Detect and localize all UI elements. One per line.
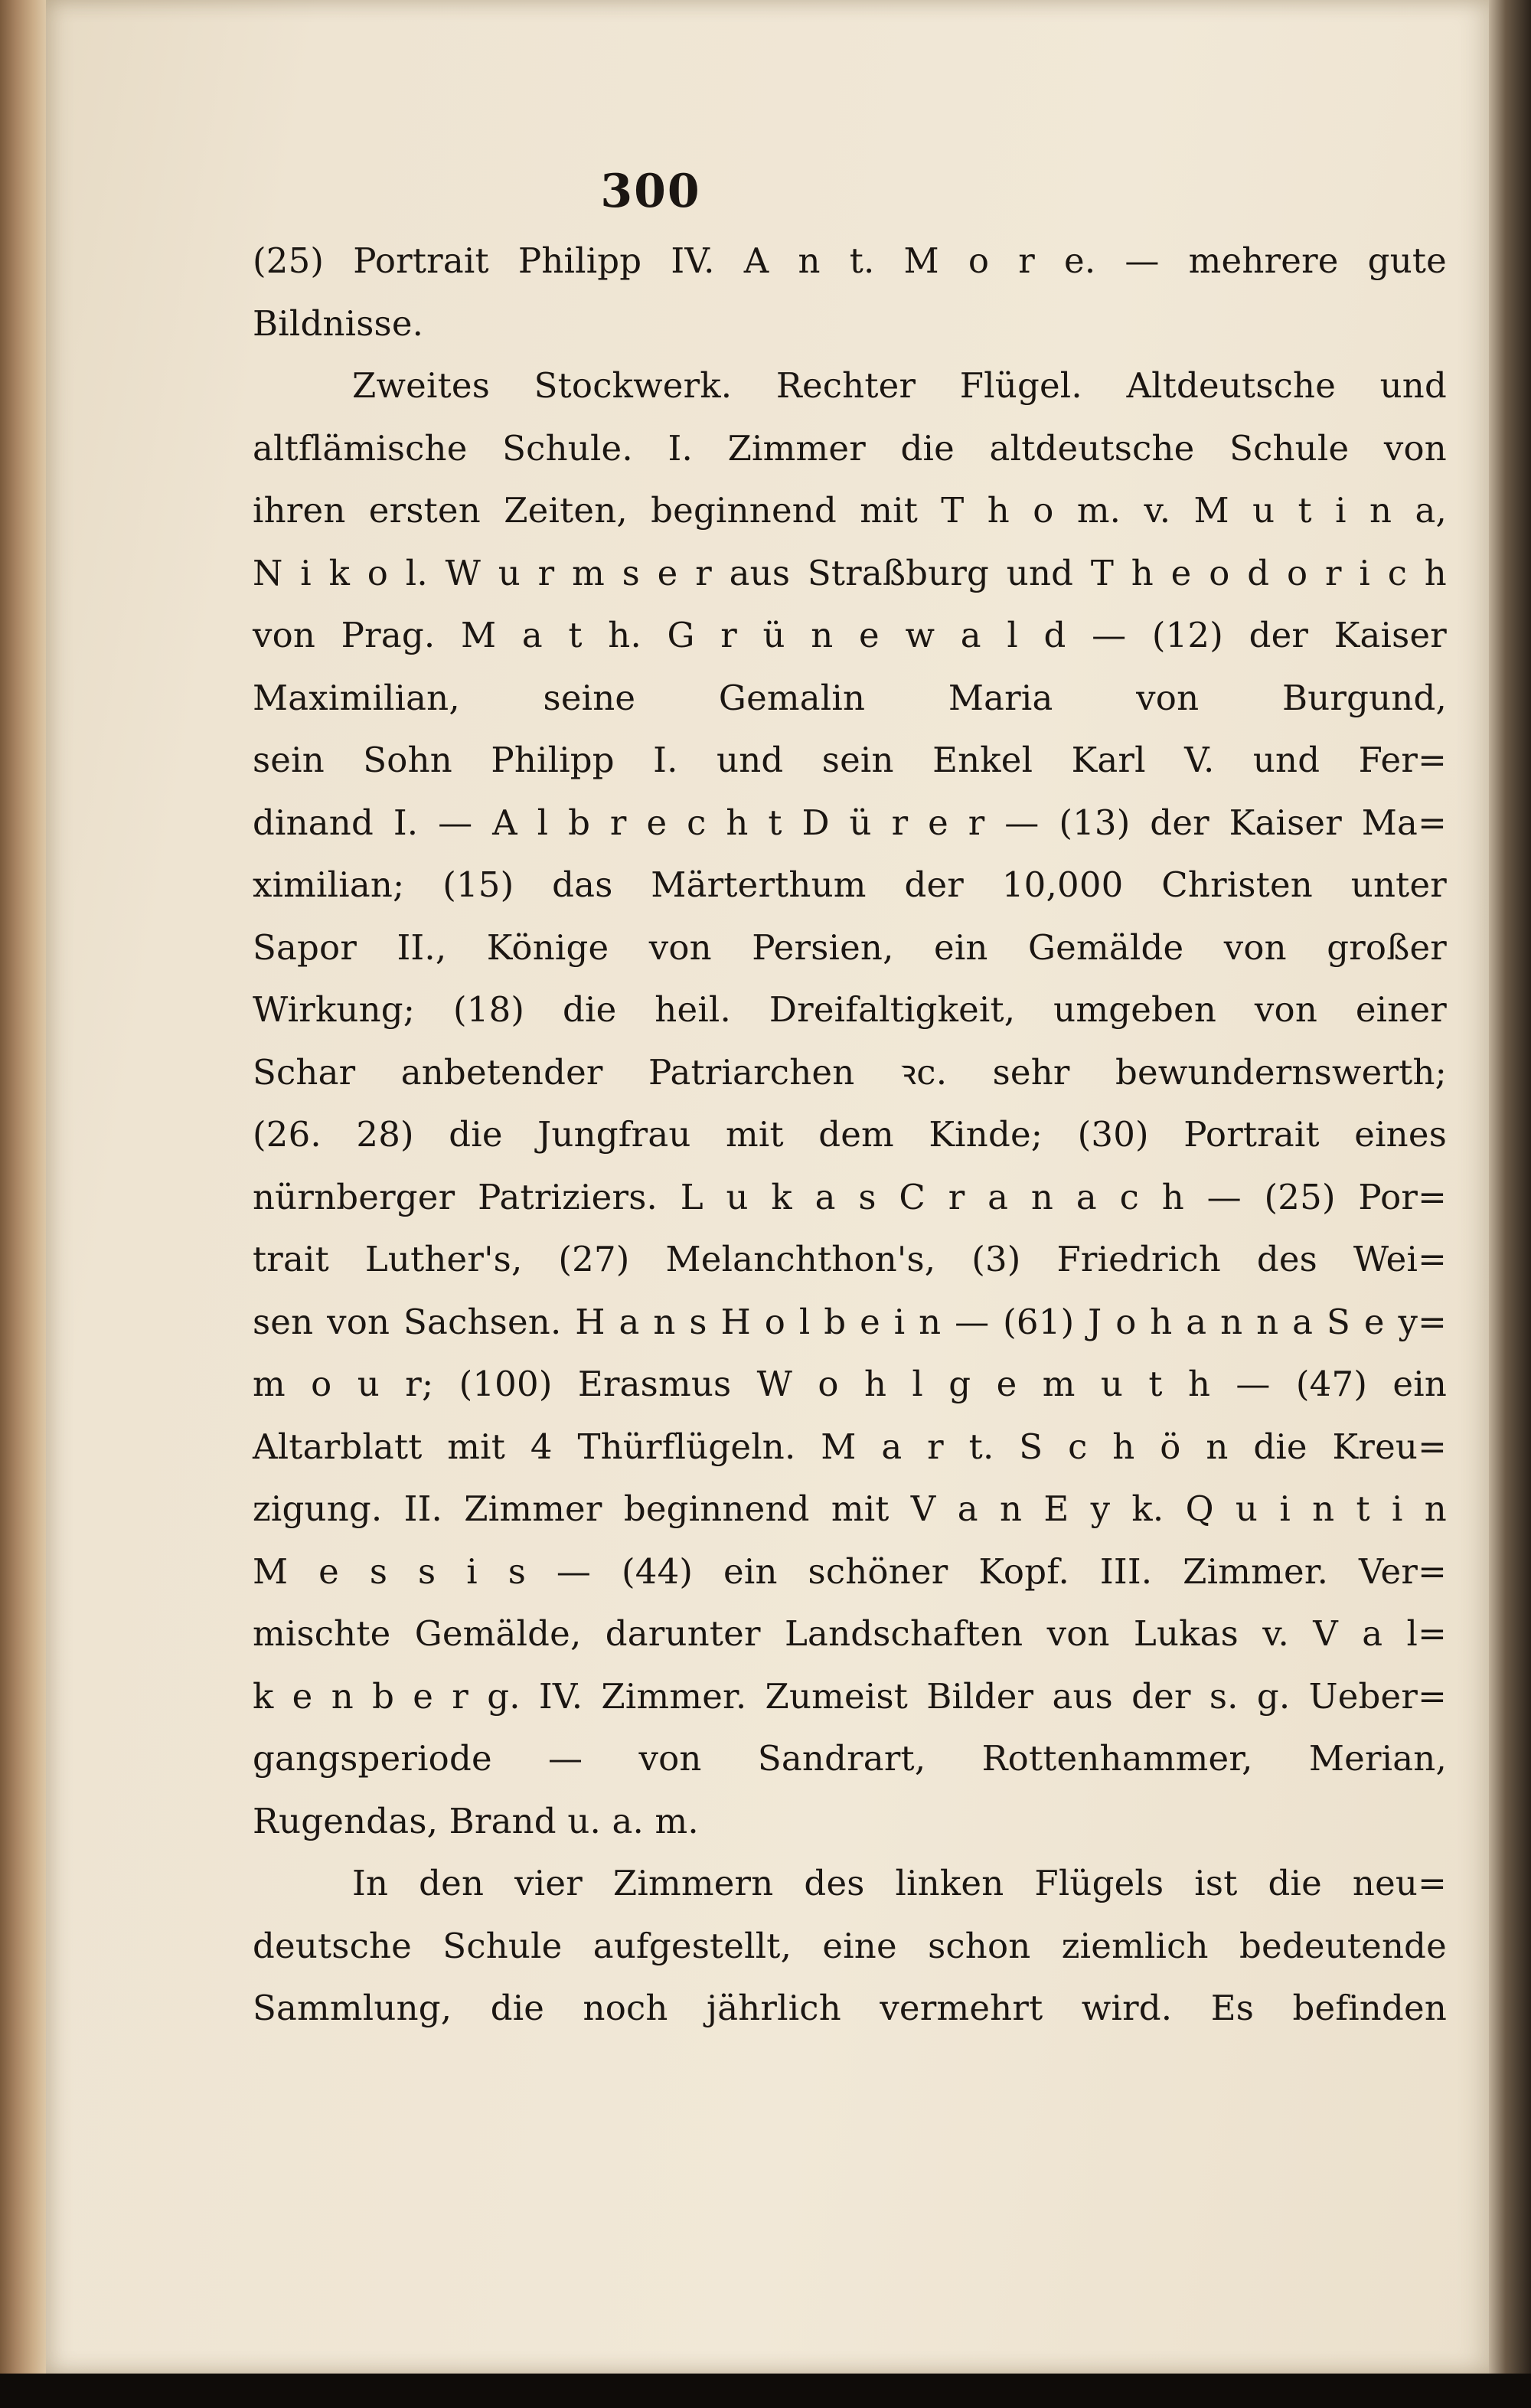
text-line: Schar anbetender Patriarchen ꝛc. sehr bewundernswerth; bbox=[253, 1051, 1447, 1093]
text-line: Maximilian, seine Gemalin Maria von Burgund, bbox=[253, 677, 1447, 718]
text-line: dinand I. — A l b r e c h t D ü r e r — (13) der Kaiser Ma= bbox=[253, 802, 1447, 843]
text-line: sen von Sachsen. H a n s H o l b e i n — (61) J o h a n n a S e y= bbox=[253, 1301, 1447, 1342]
book-gutter-edge bbox=[0, 0, 46, 2408]
book-fore-edge bbox=[1489, 0, 1531, 2408]
text-line: Zweites Stockwerk. Rechter Flügel. Altdeutsche und bbox=[352, 365, 1447, 406]
text-line: Bildnisse. bbox=[253, 302, 424, 344]
page-number: 300 bbox=[600, 165, 701, 218]
text-line: gangsperiode — von Sandrart, Rottenhammer, Merian, bbox=[253, 1738, 1447, 1779]
text-line: Sapor II., Könige von Persien, ein Gemälde von großer bbox=[253, 926, 1447, 968]
text-line: k e n b e r g. IV. Zimmer. Zumeist Bilder aus der s. g. Ueber= bbox=[253, 1675, 1447, 1717]
text-line: (25) Portrait Philipp IV. A n t. M o r e. — mehrere gute bbox=[253, 240, 1447, 281]
text-line: deutsche Schule aufgestellt, eine schon ziemlich bedeutende bbox=[253, 1925, 1447, 1966]
text-line: Rugendas, Brand u. a. m. bbox=[253, 1800, 699, 1841]
text-line: sein Sohn Philipp I. und sein Enkel Karl V. und Fer= bbox=[253, 740, 1447, 780]
text-line: m o u r; (100) Erasmus W o h l g e m u t h — (47) ein bbox=[253, 1364, 1447, 1404]
text-line: N i k o l. W u r m s e r aus Straßburg und T h e o d o r i c h bbox=[253, 552, 1447, 593]
text-line: zigung. II. Zimmer beginnend mit V a n E y k. Q u i n t i n bbox=[253, 1488, 1447, 1529]
text-line: Sammlung, die noch jährlich vermehrt wird. Es befinden bbox=[253, 1988, 1447, 2028]
text-line: In den vier Zimmern des linken Flügels ist die neu= bbox=[352, 1863, 1447, 1903]
text-line: ximilian; (15) das Märterthum der 10,000 Christen unter bbox=[253, 864, 1447, 905]
text-line: trait Luther's, (27) Melanchthon's, (3) Friedrich des Wei= bbox=[253, 1239, 1447, 1279]
text-line: M e s s i s — (44) ein schöner Kopf. III. Zimmer. Ver= bbox=[253, 1550, 1447, 1592]
text-line: altflämische Schule. I. Zimmer die altdeutsche Schule von bbox=[253, 427, 1447, 469]
text-line: Wirkung; (18) die heil. Dreifaltigkeit, umgeben von einer bbox=[253, 989, 1447, 1030]
text-line: mischte Gemälde, darunter Landschaften von Lukas v. V a l= bbox=[253, 1613, 1447, 1654]
text-line: Altarblatt mit 4 Thürflügeln. M a r t. S c h ö n die Kreu= bbox=[253, 1426, 1447, 1467]
text-line: ihren ersten Zeiten, beginnend mit T h o m. v. M u t i n a, bbox=[253, 490, 1447, 531]
text-line: nürnberger Patriziers. L u k a s C r a n a c h — (25) Por= bbox=[253, 1176, 1447, 1217]
body-text bbox=[253, 230, 1447, 2040]
text-line: (26. 28) die Jungfrau mit dem Kinde; (30) Portrait eines bbox=[253, 1114, 1447, 1155]
bottom-shadow bbox=[0, 2374, 1531, 2408]
text-line: von Prag. M a t h. G r ü n e w a l d — (12) der Kaiser bbox=[253, 615, 1447, 655]
